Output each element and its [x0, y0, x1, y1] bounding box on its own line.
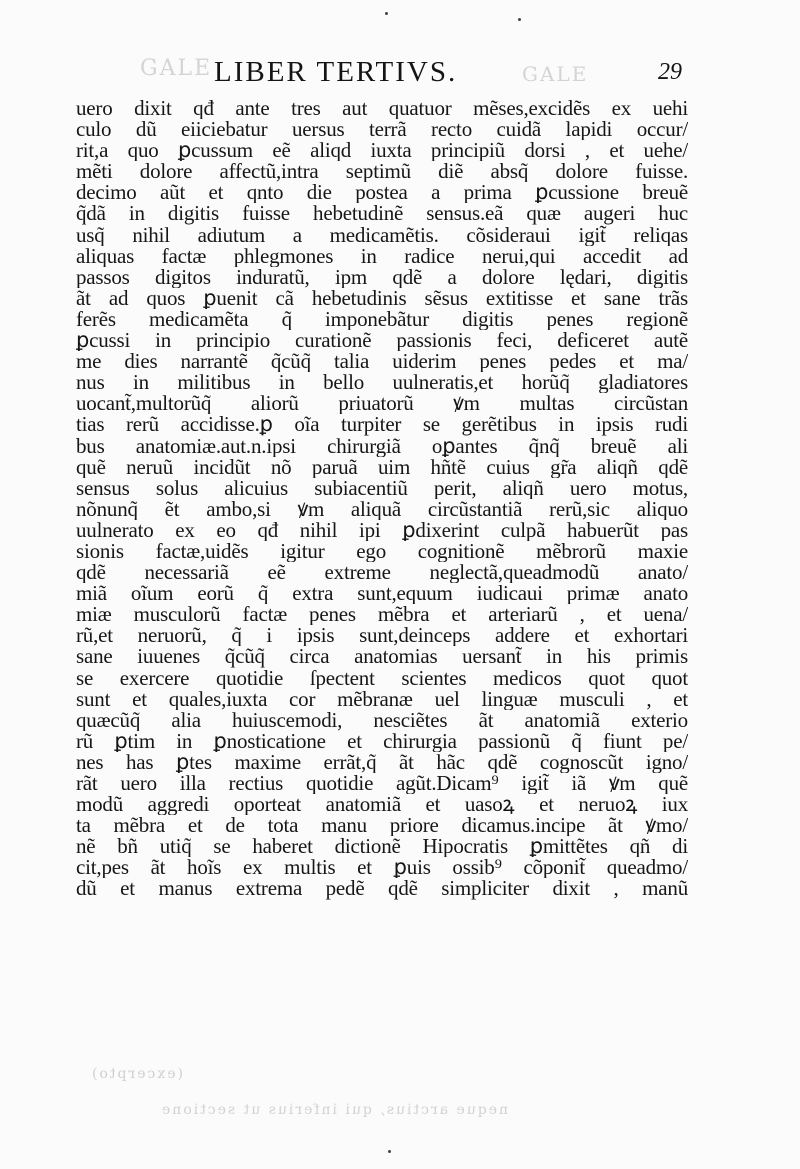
text-line: aliquas factæ phlegmones in radice nerui,qui accedit ad	[76, 245, 688, 267]
text-line: quæcũq̃ alia huiuscemodi, nesciẽtes ãt anatomiã exterio	[76, 709, 688, 731]
text-line: modũ aggredi oporteat anatomiã et uasoꝝ et neruoꝝ iux	[76, 794, 688, 816]
text-line: q̃dã in digitis fuisse hebetudinẽ sensus.eã quæ augeri huc	[76, 203, 688, 225]
text-line: passos digitos induratũ, ipm qdẽ a dolore lędari, digitis	[76, 266, 688, 288]
text-line: rũ ꝑtim in ꝑnosticatione et chirurgia passionũ q̃ fiunt pe/	[76, 730, 688, 752]
text-line: uocant̃,multorũq̃ aliorũ priuatorũ ꝟm multas circũstan	[76, 393, 688, 415]
text-line: me dies narrantẽ q̃cũq̃ talia uiderim penes pedes et ma/	[76, 351, 688, 373]
text-line: se exercere quotidie ſpectent scientes medicos quot quot	[76, 667, 688, 689]
text-line: nõnunq̃ ẽt ambo,si ꝟm aliquã circũstantiã rerũ,sic aliquo	[76, 498, 688, 520]
paper-speck	[388, 1150, 391, 1153]
text-line: rãt uero illa rectius quotidie agũt.Dicam⁹ igit̃ iã ꝟm quẽ	[76, 773, 688, 795]
paper-speck	[518, 18, 521, 21]
page-header	[0, 56, 800, 96]
text-line: nus in militibus in bello uulneratis,et horũq̃ gladiatores	[76, 372, 688, 394]
text-line: sionis factæ,uidẽs igitur ego cognitionẽ mẽbrorũ maxie	[76, 540, 688, 563]
text-line: dũ et manus extrema pedẽ qdẽ simpliciter dixit , manũ	[76, 878, 688, 900]
text-line: rũ,et neruorũ, q̃ i ipsis sunt,deinceps addere et exhortari	[76, 625, 688, 647]
text-line: nes has ꝑtes maxime errãt,q̃ ãt hãc qdẽ cognoscũt igno/	[76, 751, 688, 773]
show-through-text-right: GALE	[522, 62, 589, 86]
text-line: decimo aũt et qnto die postea a prima ꝑcussione breuẽ	[76, 182, 688, 204]
text-line: qdẽ necessariã eẽ extreme neglectã,queadmodũ anato/	[76, 562, 688, 584]
text-line: rit,a quo ꝑcussum eẽ aliqd iuxta principiũ dorsi , et uehe/	[76, 140, 688, 162]
text-line: miã oĩum eorũ q̃ extra sunt,equum iudicaui primæ anato	[76, 583, 688, 605]
text-line: ꝑcussi in principio curationẽ passionis feci, deficeret autẽ	[76, 330, 688, 352]
text-line: ferẽs medicamẽta q̃ imponebãtur digitis penes regionẽ	[76, 308, 688, 331]
text-line: quẽ neruũ incidũt nõ paruã uim hñtẽ cuius gr̃a aliqñ qdẽ	[76, 456, 688, 478]
paper-speck	[385, 12, 388, 15]
text-line: tias rerũ accidisse.ꝑ oĩa turpiter se gerẽtibus in ipsis rudi	[76, 414, 688, 436]
text-line: culo dũ eiiciebatur uersus terrã recto cuidã lapidi occur/	[76, 119, 688, 141]
body-text	[76, 98, 688, 900]
text-line: uero dixit qđ ante tres aut quatuor mẽses,excidẽs ex uehi	[76, 98, 688, 120]
running-title: LIBER TERTIVS.	[214, 56, 458, 88]
text-line: nẽ bñ utiq̃ se haberet dictionẽ Hipocratis ꝑmittẽtes qñ di	[76, 836, 688, 858]
text-line: miæ musculorũ factæ penes mẽbra et arteriarũ , et uena/	[76, 604, 688, 626]
text-line: cit,pes ãt hoĩs ex multis et ꝑuis ossib⁹ cõponit̃ queadmo/	[76, 857, 688, 879]
text-line: sane iuuenes q̃cũq̃ circa anatomias uersant̃ in his primis	[76, 646, 688, 668]
text-line: uulnerato ex eo qđ nihil ipi ꝑdixerint culpã habuerũt pas	[76, 519, 688, 541]
text-line: bus anatomiæ.aut.n.ipsi chirurgiã oꝑantes q̃nq̃ breuẽ ali	[76, 435, 688, 457]
page-number: 29	[658, 59, 682, 85]
text-line: mẽti dolore affectũ,intra septimũ diẽ absq̃ dolore fuisse.	[76, 161, 688, 183]
show-through-text-bottom-2: neque arctius, qui inferius ut sectione	[160, 1102, 509, 1118]
text-line: usq̃ nihil adiutum a medicamẽtis. cõsideraui igit̃ reliqas	[76, 224, 688, 246]
show-through-text-left: GALE	[140, 56, 213, 81]
show-through-text-bottom: (excerpto)	[90, 1066, 183, 1082]
text-line: sensus solus alicuius subiacentiũ perit, aliqñ uero motus,	[76, 477, 688, 499]
text-line: ãt ad quos ꝑuenit cã hebetudinis sẽsus extitisse et sane trãs	[76, 287, 688, 309]
text-line: sunt et quales,iuxta cor mẽbranæ uel linguæ musculi , et	[76, 688, 688, 710]
text-line: ta mẽbra et de tota manu priore dicamus.incipe ãt ꝟmo/	[76, 815, 688, 837]
